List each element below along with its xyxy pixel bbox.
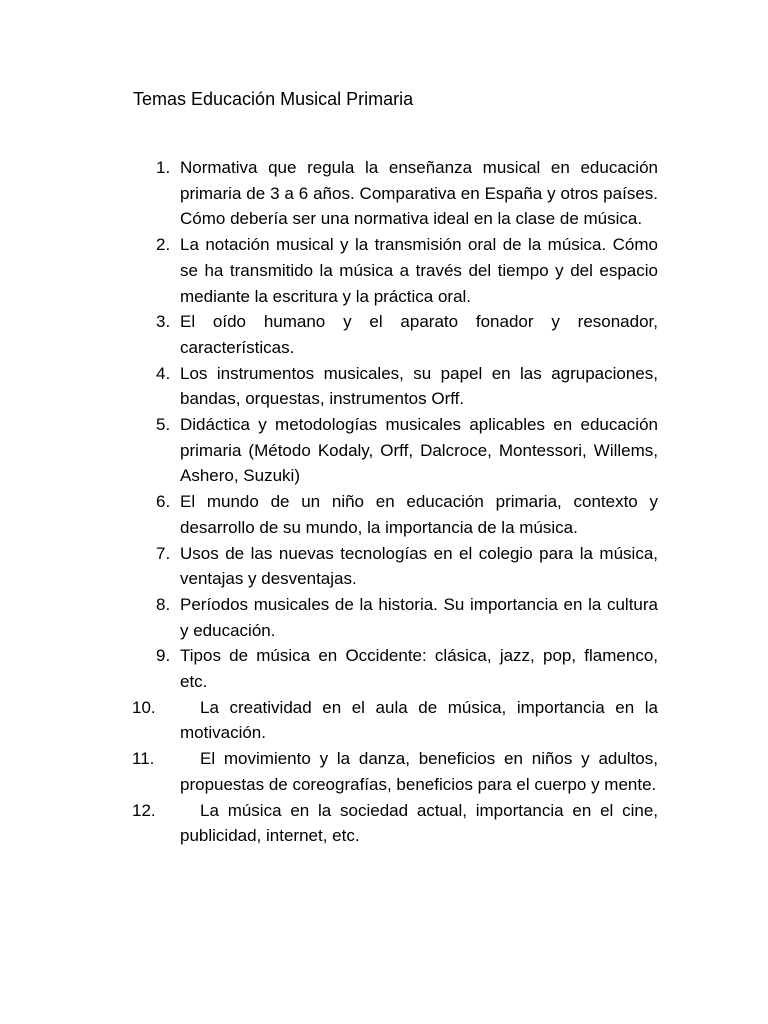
list-item-text: La creatividad en el aula de música, importancia en la motivación. xyxy=(180,697,658,743)
list-item xyxy=(156,489,658,540)
list-item xyxy=(156,361,658,412)
list-item xyxy=(156,309,658,360)
list-item xyxy=(156,412,658,489)
list-item-number: 7. xyxy=(156,543,171,563)
list-item xyxy=(132,798,658,849)
list-item-number: 9. xyxy=(156,646,171,666)
list-item xyxy=(156,155,658,232)
list-item-text: Los instrumentos musicales, su papel en las agrupaciones, bandas, orquestas, instrumentos Orff. xyxy=(180,363,658,409)
list-item xyxy=(156,643,658,694)
list-item-number: 5. xyxy=(156,415,171,435)
list-item-number: 11. xyxy=(132,749,155,769)
list-item-text: Didáctica y metodologías musicales aplicables en educación primaria (Método Kodaly, Orff, Dalcroce, Montessori, Willems, Ashero, Suzuki) xyxy=(180,415,658,486)
list-item-number: 8. xyxy=(156,594,171,614)
list-item-number: 12. xyxy=(132,800,156,820)
list-item-text: Normativa que regula la enseñanza musical en educación primaria de 3 a 6 años. Comparativa en España y otros países. Cómo debería ser una normativa ideal en la clase de música. xyxy=(180,158,658,229)
list-item xyxy=(156,541,658,592)
list-item-number: 3. xyxy=(156,312,171,332)
list-item-number: 1. xyxy=(156,158,171,177)
list-item-text: La notación musical y la transmisión oral de la música. Cómo se ha transmitido la música a través del tiempo y del espacio mediante la escritura y la práctica oral. xyxy=(180,235,658,306)
list-item-number: 2. xyxy=(156,235,171,255)
list-item xyxy=(156,592,658,643)
list-item-text: El movimiento y la danza, beneficios en niños y adultos, propuestas de coreografías, beneficios para el cuerpo y mente. xyxy=(180,749,658,794)
list-item-text: La música en la sociedad actual, importancia en el cine, publicidad, internet, etc. xyxy=(180,800,658,846)
list-item xyxy=(132,746,658,797)
list-item-number: 4. xyxy=(156,363,171,383)
topic-list xyxy=(132,155,658,849)
list-item-text: El oído humano y el aparato fonador y resonador, características. xyxy=(180,312,658,357)
list-item-text: Usos de las nuevas tecnologías en el colegio para la música, ventajas y desventajas. xyxy=(180,543,658,589)
list-item xyxy=(132,695,658,746)
list-item-text: El mundo de un niño en educación primaria, contexto y desarrollo de su mundo, la importancia de la música. xyxy=(180,492,658,537)
document-title: Temas Educación Musical Primaria xyxy=(133,89,414,109)
list-item-text: Tipos de música en Occidente: clásica, jazz, pop, flamenco, etc. xyxy=(180,646,658,692)
list-item-number: 6. xyxy=(156,492,171,512)
list-item-text: Períodos musicales de la historia. Su importancia en la cultura y educación. xyxy=(180,594,658,640)
list-item xyxy=(156,232,658,309)
list-item-number: 10. xyxy=(132,697,156,717)
